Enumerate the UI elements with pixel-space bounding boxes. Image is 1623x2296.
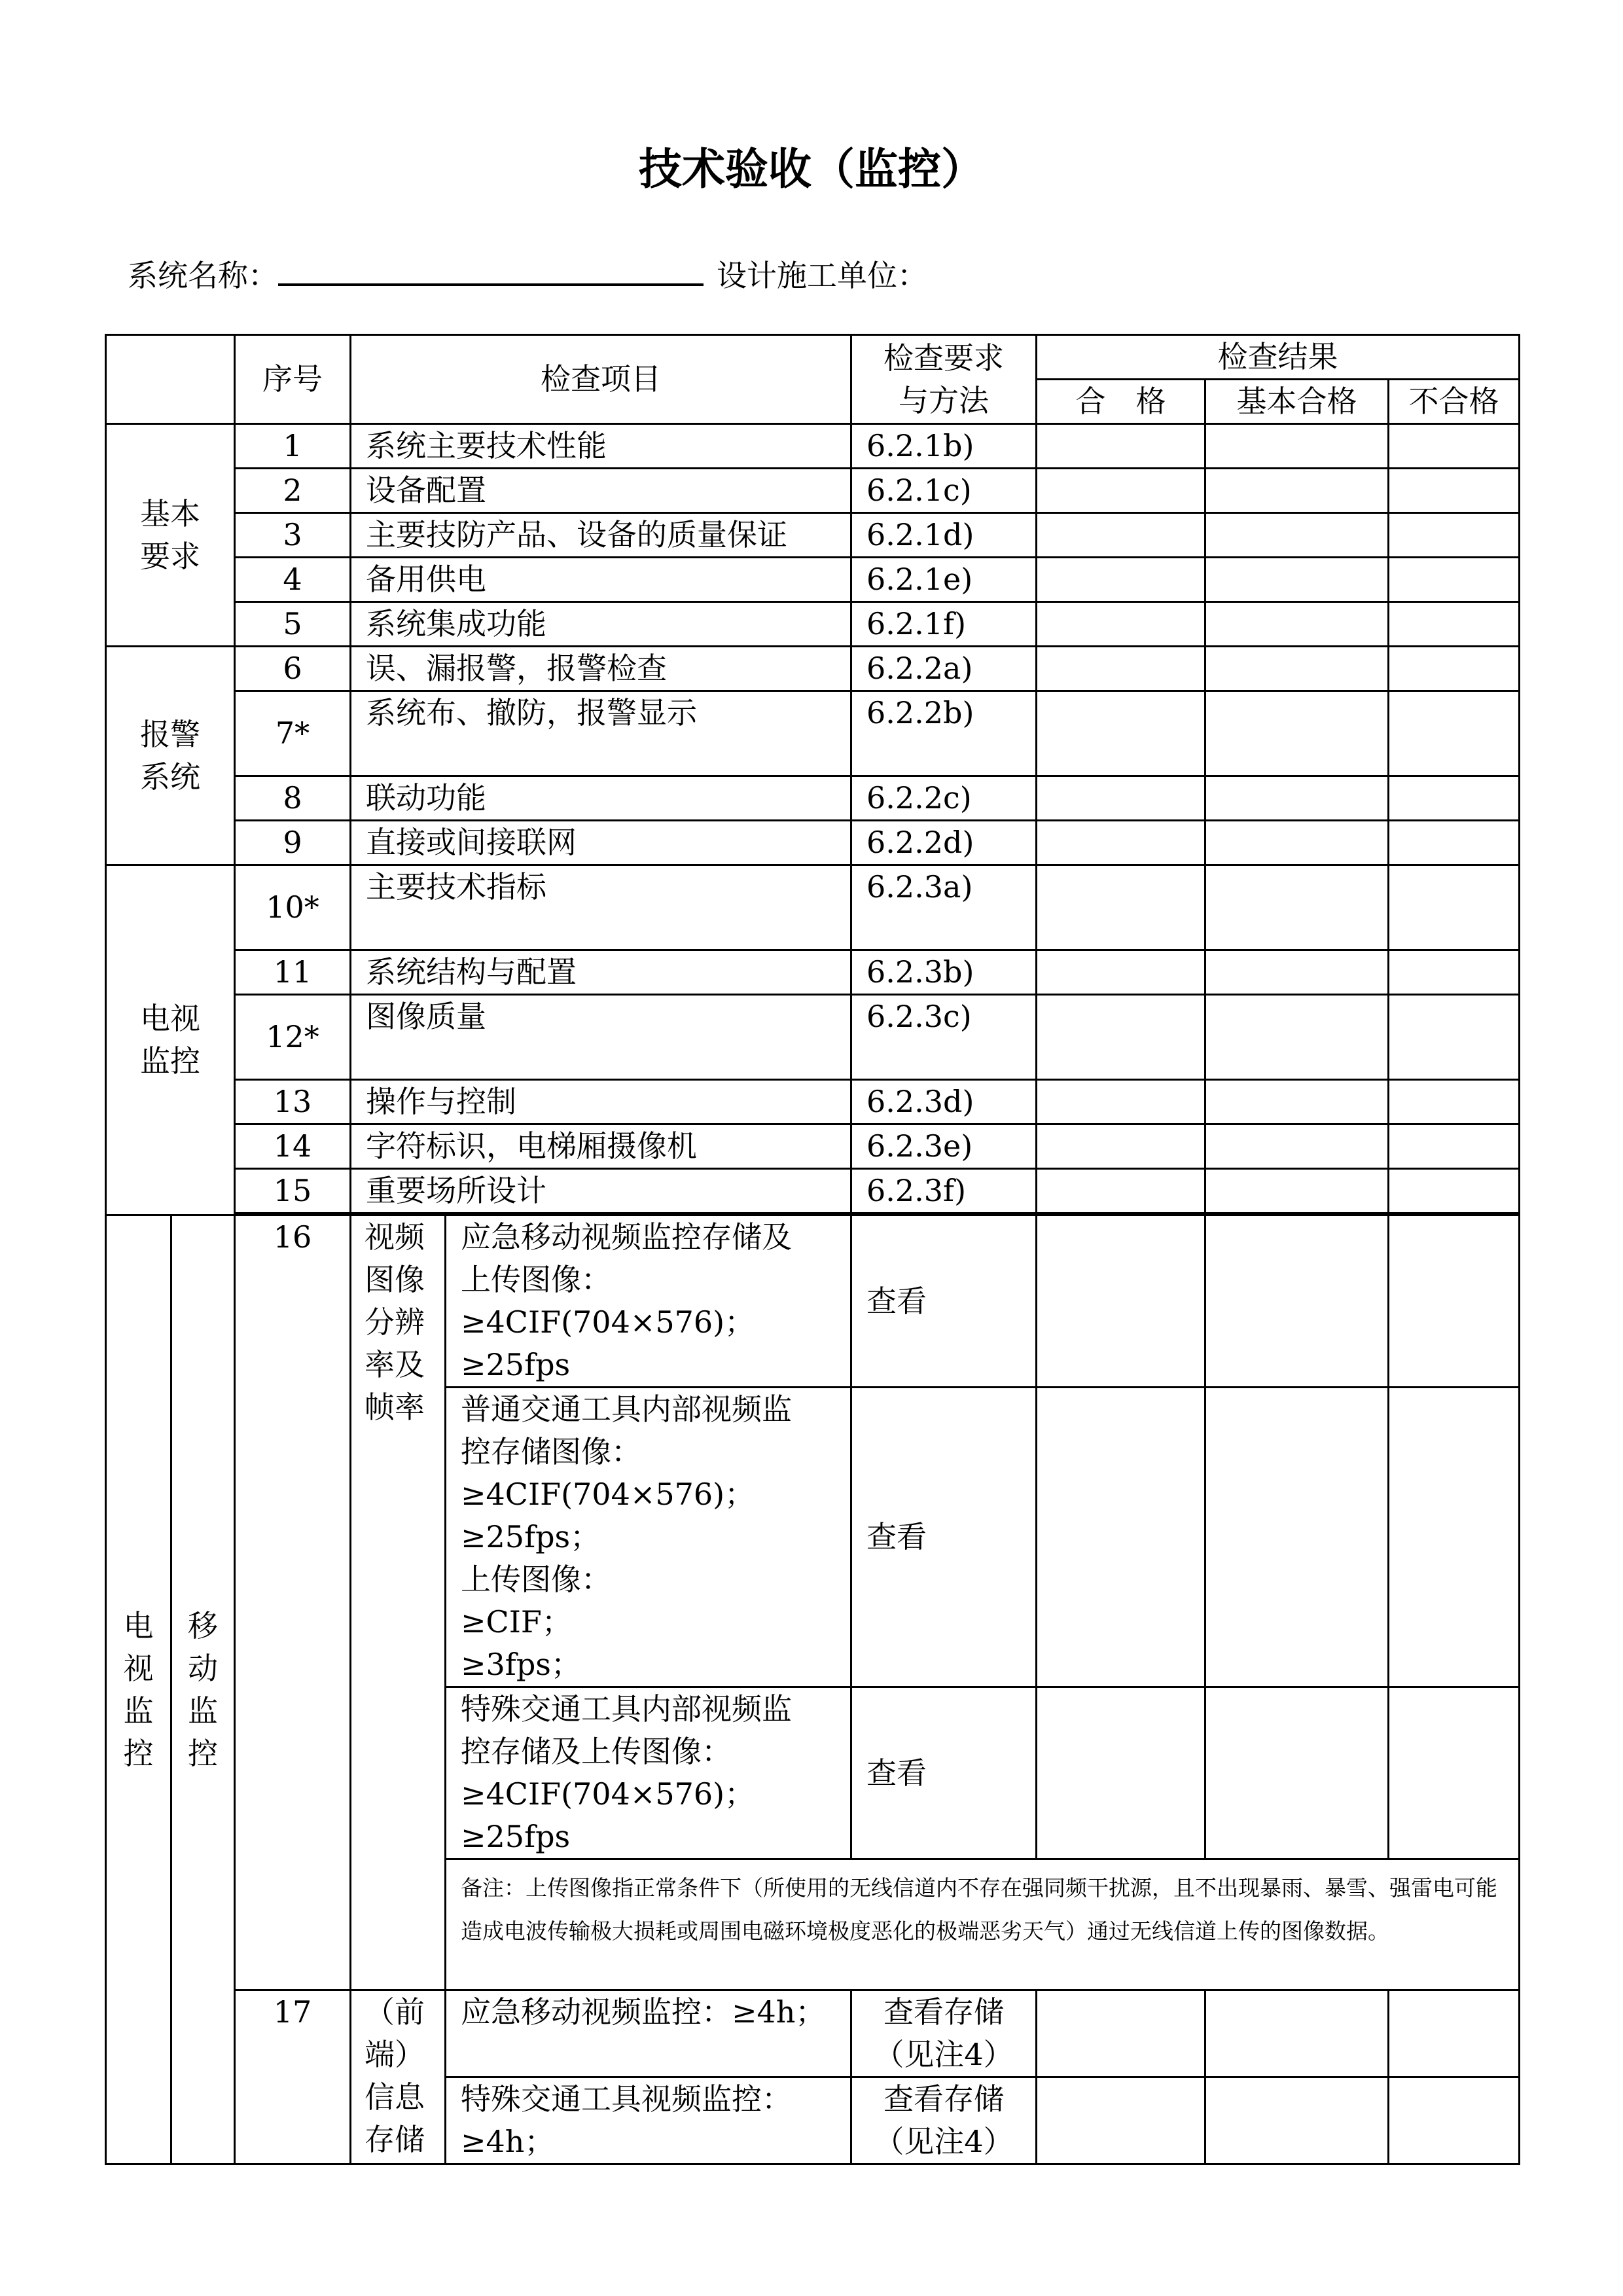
result-basic[interactable] [1205,821,1389,865]
row-no: 13 [235,1080,351,1124]
row-item: 系统布、撤防，报警显示 [351,691,851,776]
result-pass[interactable] [1037,1687,1205,1859]
result-basic[interactable] [1205,558,1389,602]
header-basic-pass: 基本合格 [1205,380,1389,424]
header-item: 检查项目 [351,335,851,424]
sub-line: 上传图像： [461,1262,611,1297]
result-fail[interactable] [1389,1169,1520,1213]
result-fail[interactable] [1389,424,1520,469]
result-basic[interactable] [1205,691,1389,776]
row-method: 6.2.3a) [851,865,1037,950]
result-fail[interactable] [1389,1215,1520,1388]
result-pass[interactable] [1037,1080,1205,1124]
result-fail[interactable] [1389,950,1520,995]
row-item: 操作与控制 [351,1080,851,1124]
group-tv: 电视监控 [106,865,235,1215]
result-pass[interactable] [1037,776,1205,821]
row-no: 9 [235,821,351,865]
sub-line: 上传图像： [461,1562,611,1597]
result-pass[interactable] [1037,1124,1205,1169]
row-method: 查看存储（见注4） [851,2077,1037,2164]
group-mobile: 移动监控 [171,1215,235,2164]
row-method: 6.2.1c) [851,469,1037,513]
result-fail[interactable] [1389,647,1520,691]
result-pass[interactable] [1037,1388,1205,1687]
row-no: 12* [235,995,351,1080]
result-pass[interactable] [1037,1215,1205,1388]
sub-line: ≥25fps [461,1819,571,1854]
row-item: 主要技防产品、设备的质量保证 [351,513,851,558]
sub-line: ≥4CIF(704×576)； [461,1304,755,1340]
row-method: 6.2.1d) [851,513,1037,558]
row-method: 6.2.1b) [851,424,1037,469]
row-method: 6.2.3b) [851,950,1037,995]
sub-line: 特殊交通工具内部视频监 [461,1691,792,1727]
form-meta [128,252,927,295]
row-method: 6.2.2d) [851,821,1037,865]
result-pass[interactable] [1037,1169,1205,1213]
row-no: 8 [235,776,351,821]
result-pass[interactable] [1037,558,1205,602]
result-fail[interactable] [1389,776,1520,821]
result-pass[interactable] [1037,2077,1205,2164]
result-fail[interactable] [1389,2077,1520,2164]
result-basic[interactable] [1205,602,1389,647]
result-basic[interactable] [1205,2077,1389,2164]
result-pass[interactable] [1037,424,1205,469]
result-basic[interactable] [1205,424,1389,469]
row-method: 6.2.2b) [851,691,1037,776]
system-name-label: 系统名称： [128,258,278,293]
sub-item-17-a: 应急移动视频监控：≥4h； [446,1990,851,2077]
result-pass[interactable] [1037,469,1205,513]
row-item: 主要技术指标 [351,865,851,950]
result-fail[interactable] [1389,1124,1520,1169]
row-method: 6.2.3e) [851,1124,1037,1169]
row-no: 3 [235,513,351,558]
row-item: 图像质量 [351,995,851,1080]
result-fail[interactable] [1389,1990,1520,2077]
sub-line: 应急移动视频监控存储及 [461,1219,792,1255]
row-item: 字符标识，电梯厢摄像机 [351,1124,851,1169]
row-method: 查看 [851,1215,1037,1388]
result-pass[interactable] [1037,865,1205,950]
group-basic: 基本要求 [106,424,235,647]
result-basic[interactable] [1205,1080,1389,1124]
result-fail[interactable] [1389,821,1520,865]
row-item: 设备配置 [351,469,851,513]
result-fail[interactable] [1389,1388,1520,1687]
result-fail[interactable] [1389,602,1520,647]
sub-line: 控存储图像： [461,1434,641,1469]
sub-line: ≥4CIF(704×576)； [461,1776,755,1812]
result-basic[interactable] [1205,1169,1389,1213]
row-method: 查看 [851,1687,1037,1859]
system-name-field[interactable] [278,255,704,286]
note-16: 备注：上传图像指正常条件下（所使用的无线信道内不存在强同频干扰源，且不出现暴雨、暴雪、强雷电可能造成电波传输极大损耗或周围电磁环境极度恶化的极端恶劣天气）通过无线信道上传的图像数据。 [446,1859,1520,1990]
result-basic[interactable] [1205,1990,1389,2077]
sub-line: ≥25fps； [461,1519,601,1554]
header-method: 检查要求与方法 [851,335,1037,424]
row-item: 误、漏报警，报警检查 [351,647,851,691]
result-fail[interactable] [1389,995,1520,1080]
result-basic[interactable] [1205,513,1389,558]
row-no: 6 [235,647,351,691]
category-17: （前端）信息存储 [351,1990,446,2164]
row-item: 备用供电 [351,558,851,602]
row-item: 系统结构与配置 [351,950,851,995]
result-fail[interactable] [1389,1687,1520,1859]
group-alarm: 报警系统 [106,647,235,865]
result-pass[interactable] [1037,950,1205,995]
row-method: 6.2.1f) [851,602,1037,647]
result-fail[interactable] [1389,691,1520,776]
result-fail[interactable] [1389,469,1520,513]
row-method: 查看存储（见注4） [851,1990,1037,2077]
row-method: 6.2.3f) [851,1169,1037,1213]
sub-line: ≥3fps； [461,1647,581,1682]
row-no: 15 [235,1169,351,1213]
group-tv-vertical: 电视监控 [106,1215,171,2164]
page-title: 技术验收（监控） [639,144,984,194]
row-no-17: 17 [235,1990,351,2164]
result-basic[interactable] [1205,1215,1389,1388]
result-basic[interactable] [1205,1388,1389,1687]
sub-line: 普通交通工具内部视频监 [461,1391,792,1427]
result-pass[interactable] [1037,513,1205,558]
result-basic[interactable] [1205,995,1389,1080]
row-item: 重要场所设计 [351,1169,851,1213]
category-16: 视频图像分辨率及帧率 [351,1215,446,1990]
row-no: 5 [235,602,351,647]
result-fail[interactable] [1389,558,1520,602]
sub-item-16-c [446,1687,851,1859]
sub-line: ≥CIF； [461,1604,572,1640]
row-no-16: 16 [235,1215,351,1990]
row-method: 6.2.3d) [851,1080,1037,1124]
sub-line: 控存储及上传图像： [461,1734,732,1769]
row-method: 查看 [851,1388,1037,1687]
header-pass: 合 格 [1037,380,1205,424]
header-blank [106,335,235,424]
result-fail[interactable] [1389,1080,1520,1124]
header-fail: 不合格 [1389,380,1520,424]
row-no: 7* [235,691,351,776]
result-pass[interactable] [1037,691,1205,776]
result-pass[interactable] [1037,995,1205,1080]
row-method: 6.2.2c) [851,776,1037,821]
result-pass[interactable] [1037,1990,1205,2077]
result-basic[interactable] [1205,865,1389,950]
row-no: 4 [235,558,351,602]
row-method: 6.2.2a) [851,647,1037,691]
row-no: 2 [235,469,351,513]
result-basic[interactable] [1205,469,1389,513]
row-item: 联动功能 [351,776,851,821]
result-basic[interactable] [1205,776,1389,821]
header-result: 检查结果 [1037,335,1520,380]
sub-line: ≥4CIF(704×576)； [461,1477,755,1512]
result-fail[interactable] [1389,865,1520,950]
acceptance-table [105,334,1520,2165]
header-seq: 序号 [235,335,351,424]
sub-line: ≥25fps [461,1347,571,1382]
unit-label: 设计施工单位： [717,258,927,293]
result-pass[interactable] [1037,821,1205,865]
sub-item-16-b [446,1388,851,1687]
row-item: 系统主要技术性能 [351,424,851,469]
row-no: 1 [235,424,351,469]
result-fail[interactable] [1389,513,1520,558]
row-no: 11 [235,950,351,995]
result-pass[interactable] [1037,647,1205,691]
result-basic[interactable] [1205,1687,1389,1859]
row-item: 系统集成功能 [351,602,851,647]
result-pass[interactable] [1037,602,1205,647]
result-basic[interactable] [1205,647,1389,691]
row-no: 14 [235,1124,351,1169]
result-basic[interactable] [1205,950,1389,995]
sub-item-17-b: 特殊交通工具视频监控：≥4h； [446,2077,851,2164]
sub-item-16-a [446,1215,851,1388]
row-no: 10* [235,865,351,950]
row-method: 6.2.1e) [851,558,1037,602]
row-method: 6.2.3c) [851,995,1037,1080]
result-basic[interactable] [1205,1124,1389,1169]
row-item: 直接或间接联网 [351,821,851,865]
